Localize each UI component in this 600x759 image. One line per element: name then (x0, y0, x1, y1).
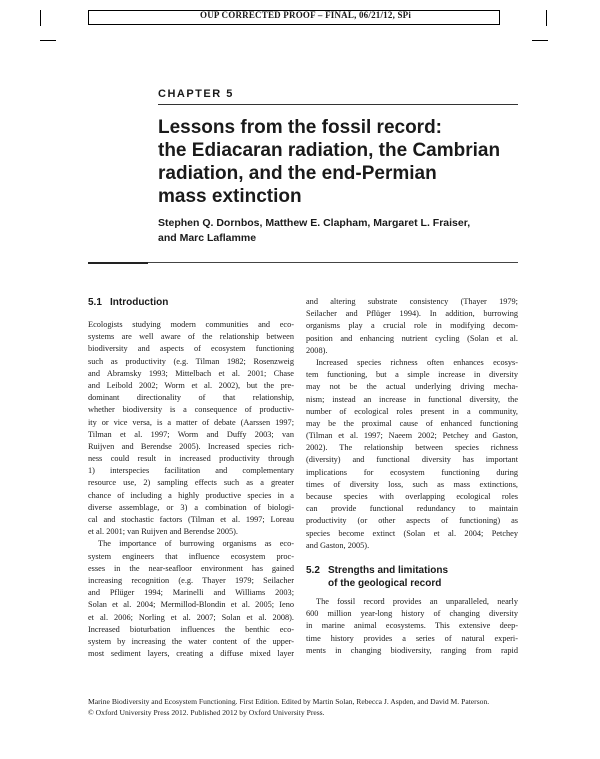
text-line: chance of including a highly productive species in a (88, 490, 294, 500)
text-line: species become extinct (Solan et al. 2004; Petchey (306, 528, 518, 538)
section-divider-thin (148, 262, 518, 263)
text-line: implications for ecosystem functioning during (306, 467, 518, 477)
text-line: ments in changing biodiversity, ranging from rapid (306, 645, 518, 655)
text-line: position and enhancing nutrient cycling (Solan et al. (306, 333, 518, 343)
text-line: and Abramsky 1993; Mittelbach et al. 2001; Chase (88, 368, 294, 378)
text-line: Seilacher and Pflüger 1994). In addition, burrowing (306, 309, 518, 319)
text-line: 2008). (306, 345, 328, 355)
section-number: 5.2 (306, 564, 320, 576)
crop-mark (532, 40, 548, 41)
text-line: dominant directionality of that relationship, (88, 393, 294, 403)
text-line: systems are well aware of the relationship between (88, 332, 294, 342)
text-line: and Gaston, 2005). (306, 540, 370, 550)
text-line: nism; instead an increase in functional diversity, the (306, 394, 518, 404)
text-line: and Pflüger 1994; Marinelli and Williams 2003; (88, 588, 294, 598)
text-line: and Leibold 2002; Worm et al. 2002), but the pre- (88, 380, 294, 390)
text-line: can provide functional redundancy to maintain (306, 504, 518, 514)
section-title-cont: of the geological record (328, 577, 442, 589)
right-body-bottom (306, 596, 518, 657)
authors (158, 216, 518, 246)
text-line: et al. 2006; Norling et al. 2007; Solan et al. 2008). (88, 612, 294, 622)
title-line: radiation, and the end-Permian (158, 163, 437, 184)
text-line: ity or vice versa, is a matter of debate (Aarssen 1997; (88, 417, 294, 427)
text-line: Increased species richness often enhances ecosys- (316, 357, 518, 367)
text-line: et al. 2001; van Ruijven and Berendse 2005). (88, 527, 239, 537)
text-line: 2002). The relationship between species richness (306, 443, 518, 453)
text-line: cal and stochastic factors (Tilman et al. 1997; Loreau (88, 515, 294, 524)
section-heading-5-1 (88, 296, 294, 309)
text-line: ness could result in increased productivity through (88, 454, 294, 464)
text-line: most sediment layers, creating a diffuse mixed layer (88, 649, 294, 659)
text-line: may be the proximal cause of enhanced functioning (306, 418, 518, 428)
text-line: such as productivity (e.g. Tilman 1982; Rosenzweig (88, 356, 294, 366)
text-line: tem functioning, but a simple increase in diversity (306, 370, 518, 380)
crop-mark (546, 10, 547, 26)
text-line: Solan et al. 2004; Mermillod-Blondin et al. 2005; Ieno (88, 600, 294, 610)
section-heading-5-2 (306, 564, 518, 590)
crop-mark (40, 10, 41, 26)
section-number: 5.1 (88, 297, 102, 308)
footer (88, 697, 518, 718)
text-line: productivity (or other aspects of functioning) as (306, 516, 518, 526)
text-line: time history provides a series of natural experi- (306, 633, 518, 643)
text-line: in marine animal ecosystems. This extensive deep- (306, 621, 518, 631)
title-line: mass extinction (158, 186, 302, 207)
text-line: Tilman et al. 1997; Worm and Duffy 2003; van (88, 429, 294, 439)
text-line: The fossil record provides an unparalleled, nearly (316, 596, 518, 606)
text-line: 1) interspecies facilitation and complementary (88, 466, 294, 476)
left-column (88, 296, 294, 660)
text-line: increasing recognition (e.g. Thayer 1979; Seilacher (88, 575, 294, 585)
text-line: times of diversity loss, such as mass extinctions, (306, 479, 518, 489)
text-line: organisms play a crucial role in modifying decom- (306, 321, 518, 331)
text-line: 600 million year-long history of changing diversity (306, 609, 518, 619)
section-title: Introduction (110, 297, 169, 308)
footer-line: © Oxford University Press 2012. Published 2012 by Oxford University Press. (88, 707, 325, 717)
text-line: system engineers that influence ecosystem proc- (88, 551, 294, 561)
text-line: and altering substrate consistency (Thayer 1979; (306, 297, 518, 306)
section-divider-thick (88, 262, 148, 264)
crop-mark (40, 40, 56, 41)
text-line: number of ecological roles present in a community, (306, 406, 518, 416)
authors-line: and Marc Laflamme (158, 232, 257, 244)
authors-line: Stephen Q. Dornbos, Matthew E. Clapham, Margaret L. Fraiser, (158, 217, 471, 229)
title-line: the Ediacaran radiation, the Cambrian (158, 140, 501, 161)
text-line: (diversity) and functional diversity has important (306, 455, 518, 465)
left-body (88, 319, 294, 660)
text-line: The importance of burrowing organisms as eco- (98, 539, 294, 549)
text-line: may not be the actual underlying driving mecha- (306, 382, 518, 392)
proof-header: OUP CORRECTED PROOF – FINAL, 06/21/12, SPi (200, 10, 412, 20)
text-line: system by increasing the water content of the upper- (88, 636, 294, 646)
title-line: Lessons from the fossil record: (158, 117, 443, 138)
section-title: Strengths and limitations (328, 564, 449, 576)
chapter-rule (158, 104, 518, 105)
text-line: resource use, 2) sampling effects such as a greater (88, 478, 294, 488)
footer-line: Marine Biodiversity and Ecosystem Functioning. First Edition. Edited by Martin Solan, Rebecca J. Aspden, and David M. Paterson. (88, 697, 490, 706)
text-line: whether biodiversity is a consequence of productiv- (88, 405, 294, 415)
text-line: (Tilman et al. 1997; Naeem 2002; Petchey and Gaston, (306, 431, 518, 441)
text-line: Ruijven and Berendse 2005). Increased species rich- (88, 441, 294, 451)
right-column (306, 296, 518, 657)
text-line: diverse assemblage, or 3) a combination of biologi- (88, 502, 294, 512)
chapter-title (158, 116, 518, 208)
chapter-label: CHAPTER 5 (158, 88, 234, 100)
text-line: esses in the near-seafloor environment has gained (88, 563, 294, 573)
text-line: Increased bioturbation influences the benthic eco- (88, 624, 294, 634)
right-body-top (306, 296, 518, 552)
text-line: because species with overlapping ecological roles (306, 492, 518, 501)
text-line: biodiversity and aspects of ecosystem functioning (88, 344, 294, 354)
text-line: Ecologists studying modern communities and eco- (88, 320, 294, 329)
